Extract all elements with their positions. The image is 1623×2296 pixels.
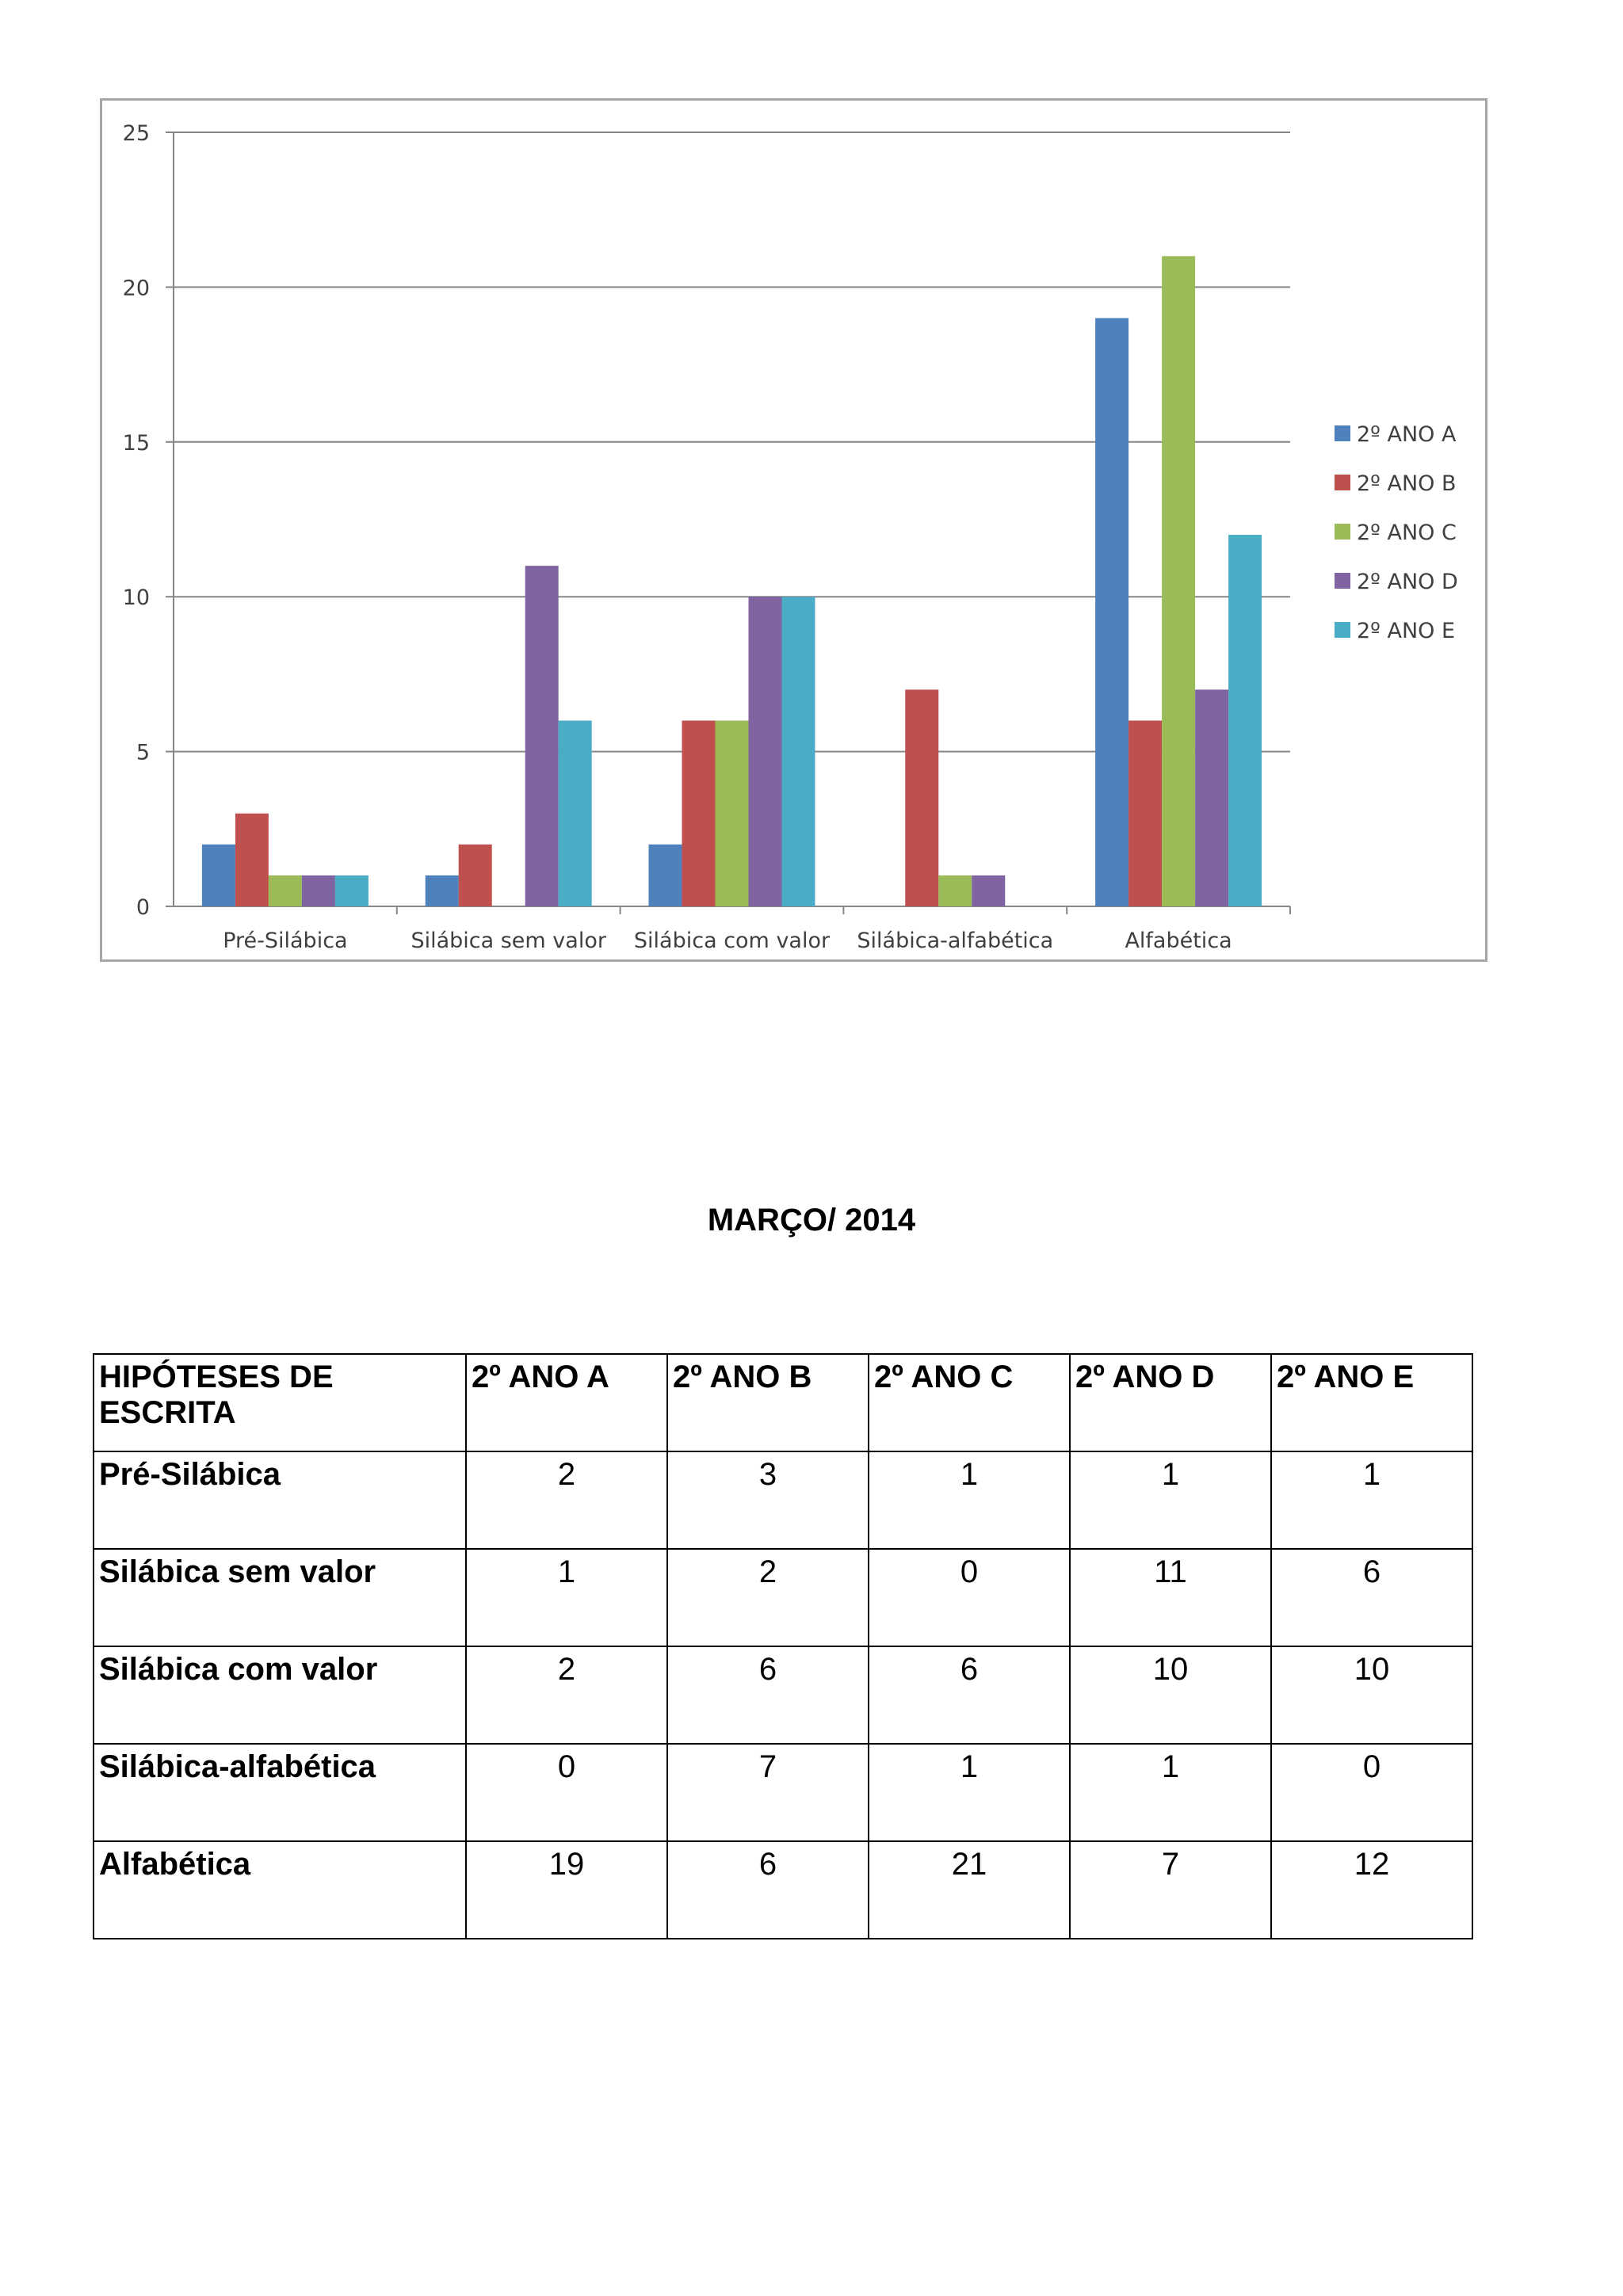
legend-label: 2º ANO B: [1357, 471, 1457, 496]
table-cell: 6: [667, 1646, 869, 1744]
table-cell: 1: [1271, 1451, 1472, 1549]
bar: [649, 845, 682, 906]
bar: [716, 721, 749, 906]
bar: [202, 845, 235, 906]
table-cell: 10: [1070, 1646, 1271, 1744]
table-header-cell: 2º ANO A: [466, 1354, 667, 1451]
table-header-cell: HIPÓTESES DE ESCRITA: [94, 1354, 466, 1451]
chart-frame: [100, 98, 1487, 962]
bar: [1095, 318, 1128, 906]
bar: [782, 597, 815, 906]
bar: [559, 721, 592, 906]
row-label: Silábica com valor: [94, 1646, 466, 1744]
table-row: [94, 1451, 1472, 1549]
y-tick-label: 5: [136, 740, 150, 765]
table-header-row: [94, 1354, 1472, 1451]
table-cell: 1: [1070, 1744, 1271, 1841]
table-header-cell: 2º ANO E: [1271, 1354, 1472, 1451]
table-cell: 6: [869, 1646, 1070, 1744]
bar-chart: [102, 101, 1485, 959]
x-tick-label: Silábica sem valor: [411, 929, 606, 953]
bar: [302, 875, 335, 906]
legend-swatch: [1335, 475, 1350, 490]
bar: [1162, 256, 1195, 906]
bar: [938, 875, 972, 906]
table-cell: 10: [1271, 1646, 1472, 1744]
bar: [749, 597, 782, 906]
y-tick-label: 25: [122, 121, 150, 146]
bar: [335, 875, 369, 906]
table-row: [94, 1744, 1472, 1841]
data-table: [93, 1353, 1473, 1939]
table-cell: 19: [466, 1841, 667, 1939]
x-tick-label: Alfabética: [1125, 929, 1232, 953]
bar: [269, 875, 302, 906]
table-cell: 6: [667, 1841, 869, 1939]
bar: [972, 875, 1005, 906]
table-cell: 21: [869, 1841, 1070, 1939]
table-cell: 6: [1271, 1549, 1472, 1646]
bar: [1195, 689, 1228, 906]
table-row: [94, 1549, 1472, 1646]
table-row: [94, 1646, 1472, 1744]
row-label: Silábica-alfabética: [94, 1744, 466, 1841]
table-cell: 0: [466, 1744, 667, 1841]
document-title: MARÇO/ 2014: [707, 1203, 916, 1238]
table-cell: 3: [667, 1451, 869, 1549]
table-cell: 0: [869, 1549, 1070, 1646]
table-row: [94, 1841, 1472, 1939]
table-cell: 11: [1070, 1549, 1271, 1646]
table-cell: 1: [869, 1744, 1070, 1841]
y-tick-label: 10: [122, 585, 150, 611]
table-cell: 2: [466, 1646, 667, 1744]
row-label: Pré-Silábica: [94, 1451, 466, 1549]
bar: [235, 814, 269, 906]
x-tick-label: Silábica-alfabética: [857, 929, 1054, 953]
table-header-cell: 2º ANO D: [1070, 1354, 1271, 1451]
x-tick-label: Silábica com valor: [633, 929, 831, 953]
table-cell: 1: [1070, 1451, 1271, 1549]
table-cell: 0: [1271, 1744, 1472, 1841]
bar: [682, 721, 716, 906]
table-cell: 2: [466, 1451, 667, 1549]
legend-label: 2º ANO A: [1357, 422, 1457, 447]
y-tick-label: 20: [122, 276, 150, 301]
table-cell: 2: [667, 1549, 869, 1646]
table-cell: 1: [869, 1451, 1070, 1549]
y-tick-label: 15: [122, 430, 150, 456]
bar: [1228, 535, 1262, 906]
table-cell: 7: [1070, 1841, 1271, 1939]
legend-label: 2º ANO C: [1357, 521, 1457, 545]
bar: [426, 875, 459, 906]
legend-swatch: [1335, 524, 1350, 540]
row-label: Silábica sem valor: [94, 1549, 466, 1646]
table-header-cell: 2º ANO C: [869, 1354, 1070, 1451]
row-label: Alfabética: [94, 1841, 466, 1939]
legend-label: 2º ANO D: [1357, 570, 1458, 594]
bar: [1128, 721, 1162, 906]
legend-swatch: [1335, 573, 1350, 589]
legend-label: 2º ANO E: [1357, 619, 1456, 643]
legend-swatch: [1335, 622, 1350, 638]
table-cell: 12: [1271, 1841, 1472, 1939]
legend-swatch: [1335, 425, 1350, 441]
table-cell: 1: [466, 1549, 667, 1646]
y-tick-label: 0: [136, 895, 150, 920]
bar: [459, 845, 492, 906]
x-tick-label: Pré-Silábica: [223, 929, 348, 953]
bar: [905, 689, 938, 906]
table-cell: 7: [667, 1744, 869, 1841]
table-header-cell: 2º ANO B: [667, 1354, 869, 1451]
bar: [525, 566, 559, 906]
